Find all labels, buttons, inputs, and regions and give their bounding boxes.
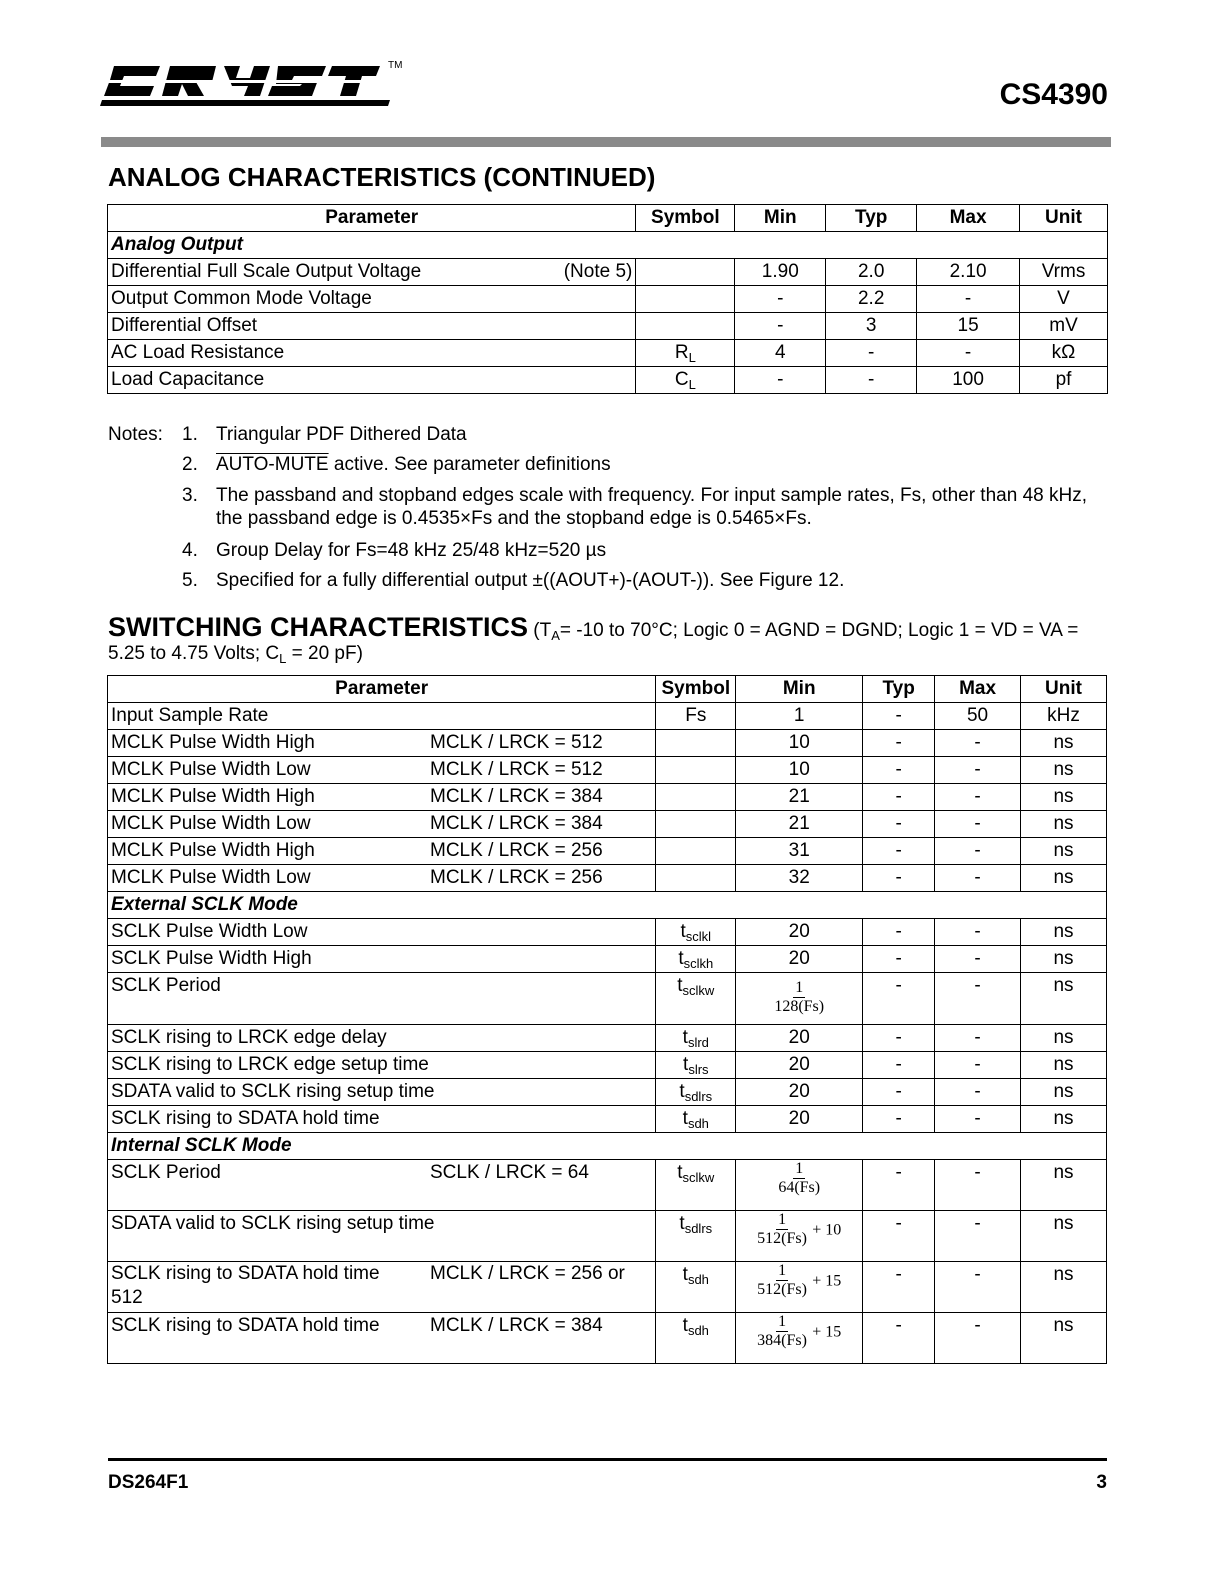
symbol: $t_{sdlrs}$: [656, 1079, 736, 1106]
typ-value: -: [863, 811, 935, 838]
param-condition-cont: 512: [111, 1287, 143, 1308]
param-name: SCLK Period: [108, 973, 656, 1025]
max-value: -: [935, 1106, 1021, 1133]
typ-value: -: [863, 838, 935, 865]
unit: ns: [1021, 1211, 1107, 1262]
table-row: [108, 1106, 1107, 1133]
switching-table: [107, 675, 1107, 1364]
symbol: [656, 811, 736, 838]
notes: [108, 420, 1106, 596]
unit: Vrms: [1020, 259, 1108, 286]
symbol: $R_L$: [636, 340, 735, 367]
table-row: [108, 1211, 1107, 1262]
min-formula: $\frac{1}{128(Fs)}$: [736, 973, 863, 1025]
col-header: Typ: [863, 676, 935, 703]
min-value: 1.90: [735, 259, 826, 286]
table-row: [108, 1052, 1107, 1079]
unit: ns: [1021, 1160, 1107, 1211]
unit: ns: [1021, 946, 1107, 973]
max-value: 15: [917, 313, 1020, 340]
min-value: 20: [736, 919, 863, 946]
doc-number: DS264F1: [108, 1472, 189, 1493]
typ-value: -: [863, 1052, 935, 1079]
max-value: 2.10: [917, 259, 1020, 286]
typ-value: -: [863, 757, 935, 784]
typ-value: -: [863, 1079, 935, 1106]
table-row: [108, 919, 1107, 946]
typ-value: -: [863, 1313, 935, 1364]
typ-value: -: [863, 946, 935, 973]
symbol: $t_{sdh}$: [656, 1262, 736, 1313]
table-row: [108, 757, 1107, 784]
table-row: [108, 1262, 1107, 1313]
param-name: MCLK Pulse Width Low: [111, 813, 311, 834]
analog-table: [107, 204, 1108, 394]
unit: ns: [1021, 865, 1107, 892]
typ-value: 2.2: [826, 286, 917, 313]
max-value: -: [935, 838, 1021, 865]
min-value: 20: [736, 1025, 863, 1052]
unit: ns: [1021, 730, 1107, 757]
param-note: (Note 5): [563, 261, 633, 282]
max-value: -: [935, 946, 1021, 973]
section-row: [108, 892, 1107, 919]
typ-value: 2.0: [826, 259, 917, 286]
col-header: Max: [917, 205, 1020, 232]
min-value: 20: [736, 946, 863, 973]
param-condition: MCLK / LRCK = 256: [430, 867, 603, 888]
symbol: [656, 784, 736, 811]
unit: ns: [1021, 1313, 1107, 1364]
typ-value: -: [863, 1106, 935, 1133]
section-row: [108, 232, 1108, 259]
table-row: [108, 838, 1107, 865]
unit: ns: [1021, 973, 1107, 1025]
param-name: SCLK Period: [111, 1162, 221, 1183]
param-name: MCLK Pulse Width Low: [111, 759, 311, 780]
min-value: 21: [736, 784, 863, 811]
typ-value: -: [826, 340, 917, 367]
symbol: $t_{sclkl}$: [656, 919, 736, 946]
typ-value: -: [863, 1211, 935, 1262]
trademark: TM: [388, 60, 403, 71]
symbol: $t_{sdh}$: [656, 1313, 736, 1364]
min-value: -: [735, 313, 826, 340]
min-value: 31: [736, 838, 863, 865]
param-name: Input Sample Rate: [111, 705, 269, 726]
unit: ns: [1021, 1106, 1107, 1133]
param-name: MCLK Pulse Width High: [111, 786, 315, 807]
typ-value: -: [863, 784, 935, 811]
min-value: -: [735, 367, 826, 394]
symbol: [656, 865, 736, 892]
typ-value: -: [863, 1262, 935, 1313]
note-item: 2. AUTO-MUTE active. See parameter definitions: [182, 454, 611, 475]
typ-value: -: [863, 919, 935, 946]
param-name: SDATA valid to SCLK rising setup time: [108, 1079, 656, 1106]
max-value: -: [935, 811, 1021, 838]
param-name: SCLK rising to LRCK edge delay: [108, 1025, 656, 1052]
unit: V: [1020, 286, 1108, 313]
table-row: [108, 1160, 1107, 1211]
analog-title: ANALOG CHARACTERISTICS (CONTINUED): [108, 162, 656, 192]
col-header: Min: [736, 676, 863, 703]
note-item: 4. Group Delay for Fs=48 kHz 25/48 kHz=520 µs: [182, 540, 607, 561]
table-row: [108, 784, 1107, 811]
table-header-row: [108, 205, 1108, 232]
col-header: Symbol: [656, 676, 736, 703]
table-row: [108, 286, 1108, 313]
max-value: -: [935, 784, 1021, 811]
unit: ns: [1021, 1025, 1107, 1052]
param-name: Differential Offset: [108, 313, 636, 340]
param-name: AC Load Resistance: [108, 340, 636, 367]
unit: ns: [1021, 784, 1107, 811]
section-row: [108, 1133, 1107, 1160]
max-value: -: [935, 865, 1021, 892]
param-condition: SCLK / LRCK = 64: [430, 1162, 589, 1183]
min-value: 21: [736, 811, 863, 838]
section-label: External SCLK Mode: [108, 892, 1107, 919]
param-condition: MCLK / LRCK = 384: [430, 1315, 603, 1336]
col-header: Parameter: [108, 205, 636, 232]
max-value: -: [935, 730, 1021, 757]
unit: mV: [1020, 313, 1108, 340]
max-value: 50: [935, 703, 1021, 730]
table-row: [108, 1025, 1107, 1052]
typ-value: -: [863, 703, 935, 730]
page-number: 3: [1096, 1472, 1107, 1493]
max-value: -: [935, 1160, 1021, 1211]
unit: ns: [1021, 1079, 1107, 1106]
min-formula: $\frac{1}{512(Fs)}$ + 15: [736, 1262, 863, 1313]
note-item: Notes: 1. Triangular PDF Dithered Data: [108, 420, 1106, 450]
param-name: MCLK Pulse Width High: [111, 732, 315, 753]
symbol: $t_{slrs}$: [656, 1052, 736, 1079]
min-formula: $\frac{1}{512(Fs)}$ + 10: [736, 1211, 863, 1262]
symbol: $t_{slrd}$: [656, 1025, 736, 1052]
min-formula: $\frac{1}{64(Fs)}$: [736, 1160, 863, 1211]
symbol: $t_{sclkw}$: [656, 1160, 736, 1211]
unit: kΩ: [1020, 340, 1108, 367]
min-value: 10: [736, 730, 863, 757]
param-condition: MCLK / LRCK = 256 or: [430, 1263, 625, 1284]
max-value: -: [935, 757, 1021, 784]
param-condition: MCLK / LRCK = 256: [430, 840, 603, 861]
table-row: [108, 259, 1108, 286]
col-header: Symbol: [636, 205, 735, 232]
col-header: Max: [935, 676, 1021, 703]
param-name: SDATA valid to SCLK rising setup time: [108, 1211, 656, 1262]
part-number: CS4390: [999, 78, 1108, 111]
min-value: 20: [736, 1106, 863, 1133]
max-value: -: [935, 973, 1021, 1025]
param-name: SCLK Pulse Width Low: [108, 919, 656, 946]
unit: ns: [1021, 838, 1107, 865]
symbol: $t_{sclkh}$: [656, 946, 736, 973]
unit: ns: [1021, 811, 1107, 838]
unit: ns: [1021, 1052, 1107, 1079]
table-row: [108, 1079, 1107, 1106]
typ-value: 3: [826, 313, 917, 340]
symbol: $t_{sclkw}$: [656, 973, 736, 1025]
max-value: -: [935, 919, 1021, 946]
param-name: SCLK rising to SDATA hold time: [111, 1315, 380, 1336]
param-name: MCLK Pulse Width High: [111, 840, 315, 861]
min-value: 1: [736, 703, 863, 730]
symbol: $t_{sdlrs}$: [656, 1211, 736, 1262]
note-item: 5. Specified for a fully differential output ±((AOUT+)-(AOUT-)). See Figure 12.: [182, 570, 845, 591]
max-value: 100: [917, 367, 1020, 394]
symbol: Fs: [656, 703, 736, 730]
table-row: [108, 973, 1107, 1025]
param-name: SCLK rising to LRCK edge setup time: [108, 1052, 656, 1079]
col-header: Min: [735, 205, 826, 232]
switching-title: SWITCHING CHARACTERISTICS ($T_A= -10$ to 70°C; Logic 0 = AGND = DGND; Logic 1 = VD = VA = 5.25 to 4.75 Volts; $C_L = 20$ pF): [108, 612, 1079, 666]
unit: kHz: [1021, 703, 1107, 730]
col-header: Typ: [826, 205, 917, 232]
param-name: Differential Full Scale Output Voltage: [111, 261, 422, 282]
notes-label: Notes:: [108, 424, 163, 445]
section-label: Analog Output: [108, 232, 1108, 259]
param-condition: MCLK / LRCK = 384: [430, 813, 603, 834]
min-value: 10: [736, 757, 863, 784]
table-row: [108, 340, 1108, 367]
max-value: -: [935, 1052, 1021, 1079]
typ-value: -: [863, 865, 935, 892]
min-value: -: [735, 286, 826, 313]
param-name: SCLK rising to SDATA hold time: [111, 1263, 380, 1284]
param-name: Output Common Mode Voltage: [108, 286, 636, 313]
max-value: -: [935, 1211, 1021, 1262]
max-value: -: [935, 1025, 1021, 1052]
table-row: [108, 865, 1107, 892]
param-name: SCLK Pulse Width High: [108, 946, 656, 973]
param-name: Load Capacitance: [108, 367, 636, 394]
min-formula: $\frac{1}{384(Fs)}$ + 15: [736, 1313, 863, 1364]
symbol: $t_{sdh}$: [656, 1106, 736, 1133]
typ-value: -: [863, 1025, 935, 1052]
min-value: 4: [735, 340, 826, 367]
typ-value: -: [863, 973, 935, 1025]
param-condition: MCLK / LRCK = 384: [430, 786, 603, 807]
symbol: [656, 730, 736, 757]
table-row: [108, 313, 1108, 340]
max-value: -: [935, 1313, 1021, 1364]
symbol: $C_L$: [636, 367, 735, 394]
crystal-logo: [100, 58, 403, 116]
min-value: 20: [736, 1052, 863, 1079]
min-value: 32: [736, 865, 863, 892]
param-name: MCLK Pulse Width Low: [111, 867, 311, 888]
max-value: -: [935, 1262, 1021, 1313]
max-value: -: [935, 1079, 1021, 1106]
footer-rule: [108, 1458, 1107, 1461]
table-header-row: [108, 676, 1107, 703]
crystal-logo-graphic: [100, 58, 403, 116]
section-label: Internal SCLK Mode: [108, 1133, 1107, 1160]
typ-value: -: [863, 730, 935, 757]
col-header: Unit: [1021, 676, 1107, 703]
col-header: Unit: [1020, 205, 1108, 232]
min-value: 20: [736, 1079, 863, 1106]
table-row: [108, 1313, 1107, 1364]
max-value: -: [917, 340, 1020, 367]
unit: ns: [1021, 757, 1107, 784]
typ-value: -: [863, 1160, 935, 1211]
typ-value: -: [826, 367, 917, 394]
param-condition: MCLK / LRCK = 512: [430, 759, 603, 780]
unit: pf: [1020, 367, 1108, 394]
unit: ns: [1021, 1262, 1107, 1313]
table-row: [108, 730, 1107, 757]
symbol: [656, 757, 736, 784]
table-row: [108, 703, 1107, 730]
col-header: Parameter: [108, 676, 656, 703]
table-row: [108, 367, 1108, 394]
unit: ns: [1021, 919, 1107, 946]
auto-mute-signal: AUTO-MUTE: [216, 454, 329, 475]
param-condition: MCLK / LRCK = 512: [430, 732, 603, 753]
max-value: -: [917, 286, 1020, 313]
symbol: [656, 838, 736, 865]
header-rule: [101, 137, 1111, 147]
param-name: SCLK rising to SDATA hold time: [108, 1106, 656, 1133]
table-row: [108, 811, 1107, 838]
table-row: [108, 946, 1107, 973]
note-item: 3. The passband and stopband edges scale with frequency. For input sample rates, Fs, other than 48 kHz, the passband edge is 0.4535×Fs and the stopband edge is 0.5465×Fs.: [182, 485, 1087, 529]
